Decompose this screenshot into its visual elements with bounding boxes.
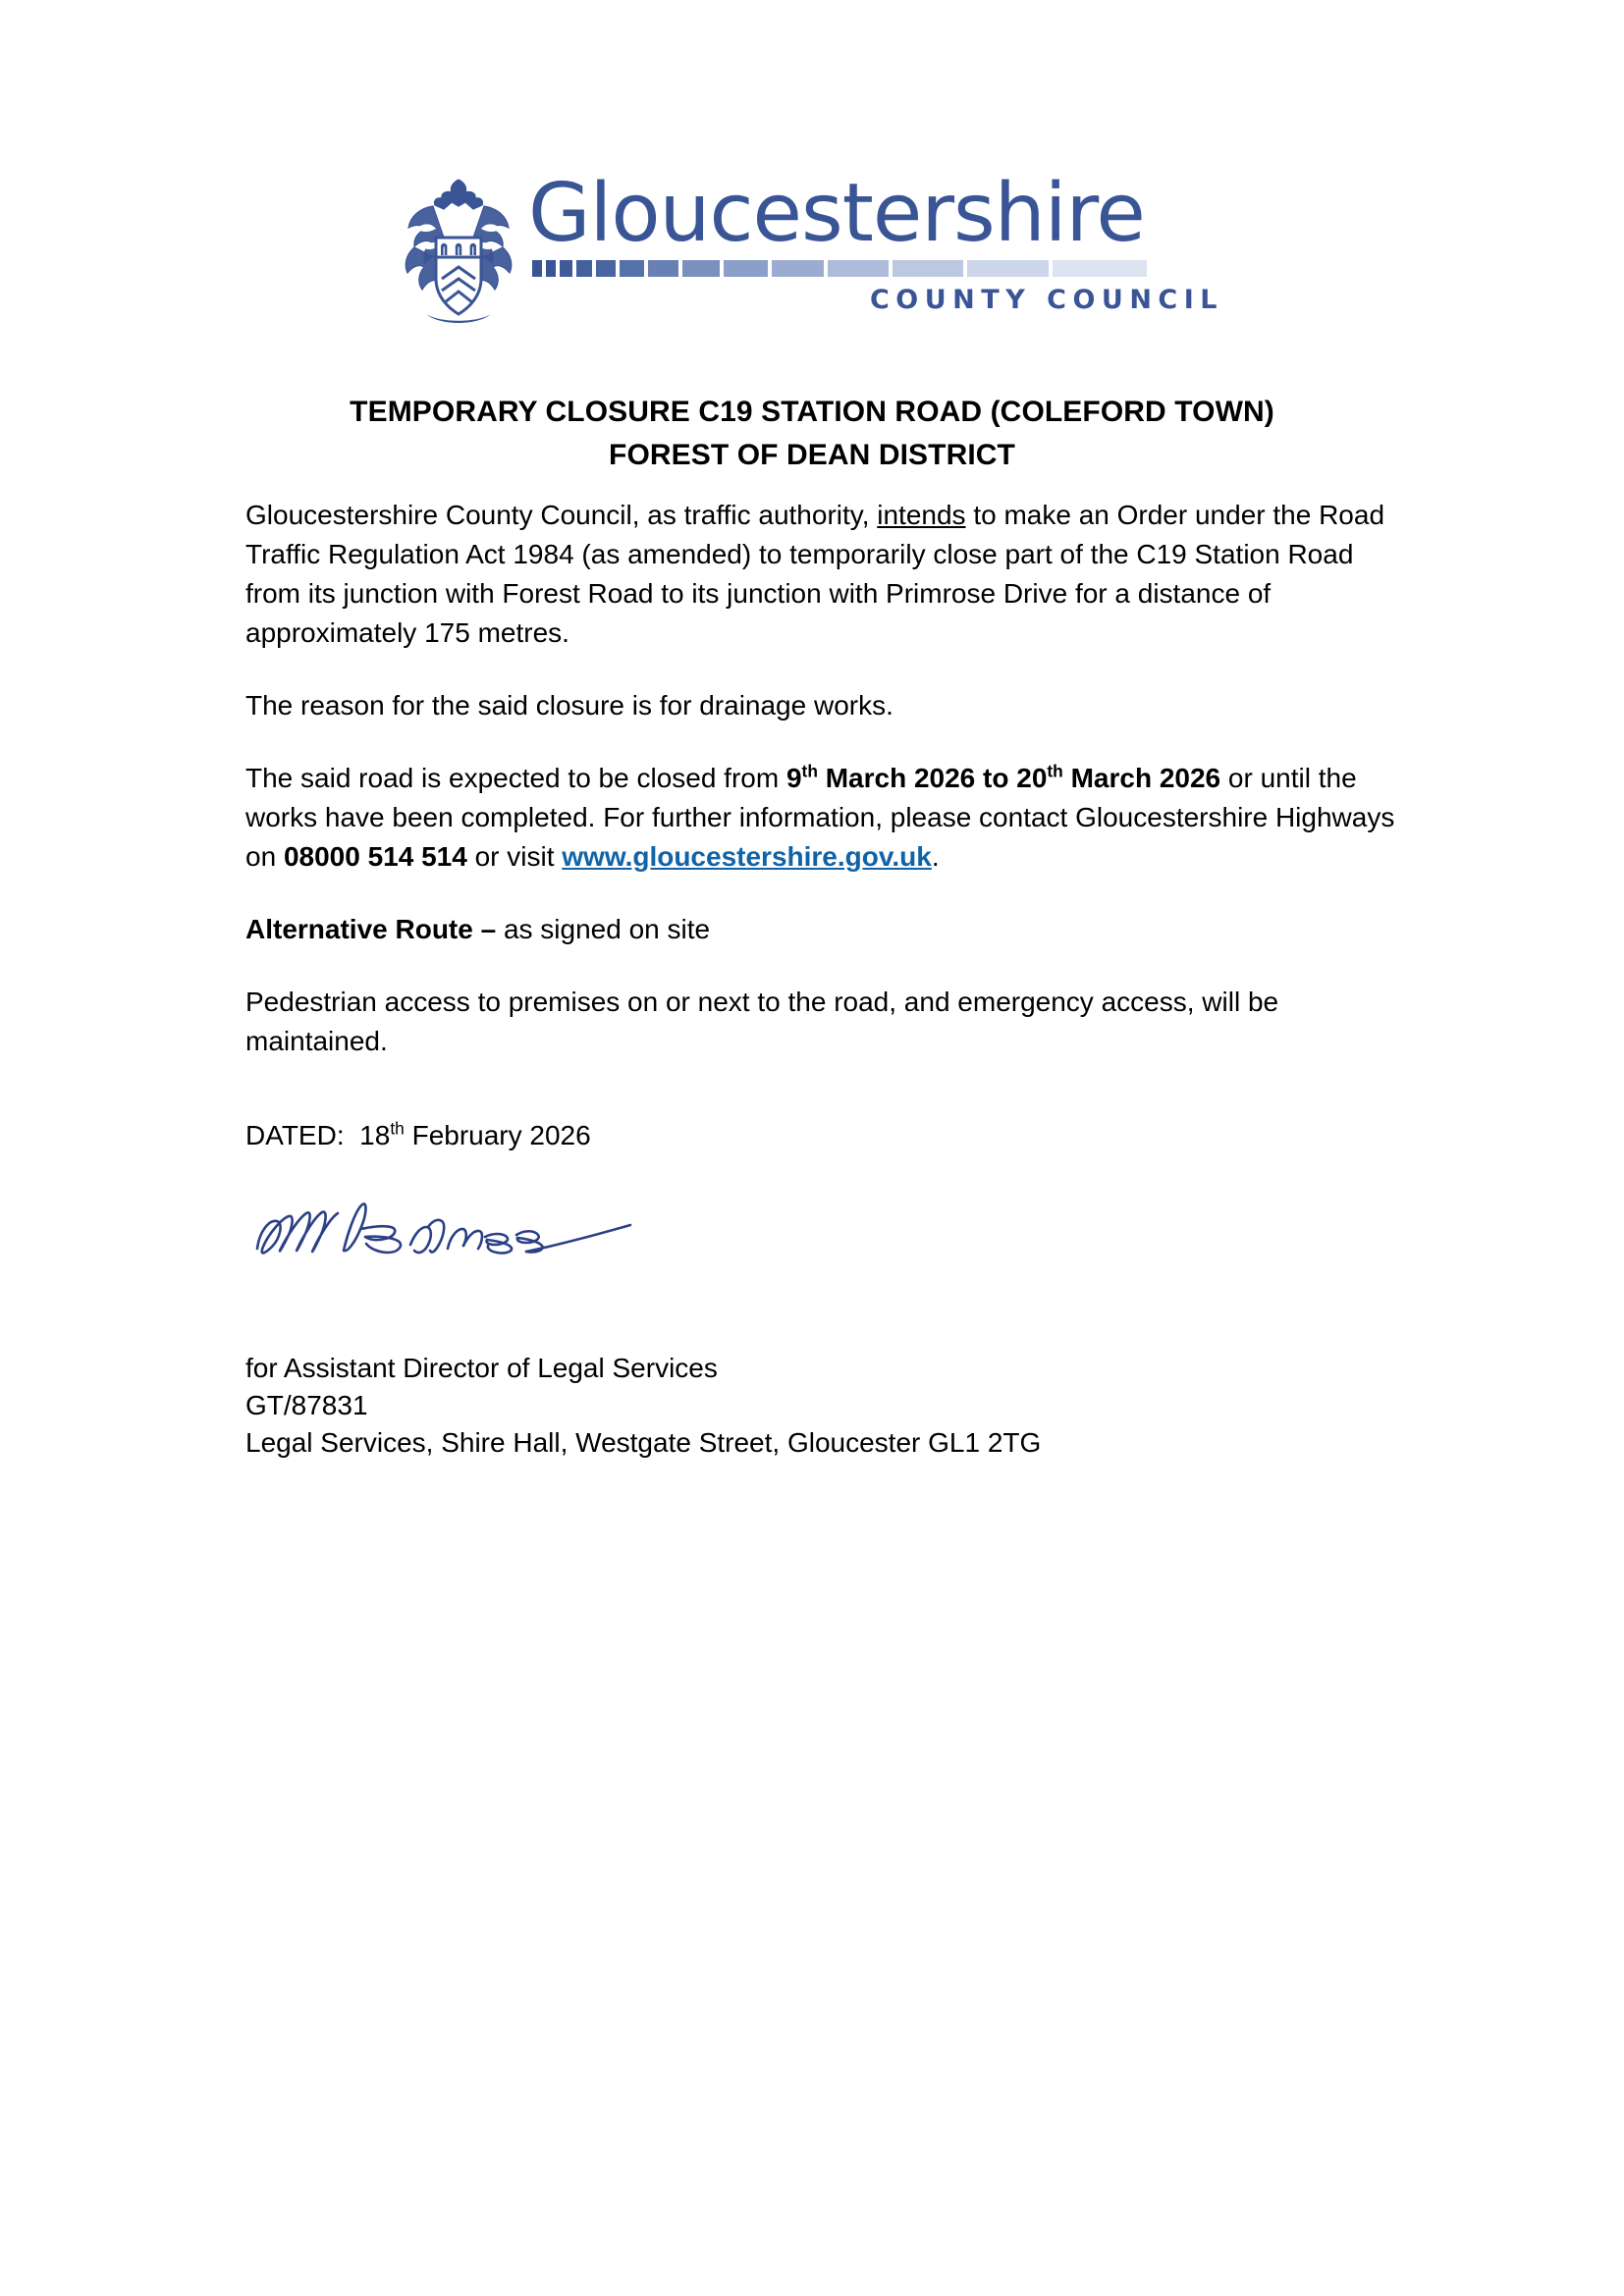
- date-to-day: 20: [1016, 763, 1048, 793]
- paragraph-pedestrian-access: Pedestrian access to premises on or next to the road, and emergency access, will be maintained.: [245, 987, 1279, 1056]
- page-title: [0, 391, 1624, 477]
- council-logo: [401, 167, 1225, 329]
- p3-trailing-period: .: [931, 841, 940, 872]
- paragraph-alternative-route: [245, 910, 1399, 949]
- dated-day-ordinal: th: [390, 1118, 405, 1139]
- p3-part-b: or until the works have been completed. For further information, please contact Gloucestershire Highways on: [245, 763, 1395, 872]
- logo-bar-segment: [682, 260, 720, 277]
- p3-part-c: or visit: [466, 841, 563, 872]
- logo-bar-segment: [546, 260, 556, 277]
- p1-part-b: to make an Order under the Road Traffic Regulation Act 1984 (as amended) to temporarily close part of the C19 Station Road from its junction with Forest Road to its junction with Primrose Drive for a distance of approximately 175 metres.: [245, 500, 1385, 648]
- alternative-route-label: Alternative Route –: [245, 914, 497, 944]
- reference-number: GT/87831: [245, 1390, 368, 1420]
- date-to-rest: March 2026: [1062, 763, 1221, 793]
- logo-wordmark-group: [528, 167, 1225, 315]
- paragraph-reason: The reason for the said closure is for drainage works.: [245, 690, 893, 721]
- logo-bar-segment: [967, 260, 1049, 277]
- logo-bar-segment: [828, 260, 889, 277]
- paragraph-dates-contact: [245, 759, 1399, 877]
- logo-bar-segment: [893, 260, 963, 277]
- logo-bar-segment: [1053, 260, 1147, 277]
- logo-bar-segment: [772, 260, 824, 277]
- alternative-route-value: as signed on site: [496, 914, 711, 944]
- logo-bar-segment: [576, 260, 592, 277]
- p1-intends-underlined: intends: [877, 500, 966, 530]
- council-website-link[interactable]: www.gloucestershire.gov.uk: [562, 841, 932, 872]
- contact-phone-number: 08000 514 514: [283, 841, 467, 872]
- title-line-2: FOREST OF DEAN DISTRICT: [609, 439, 1015, 472]
- logo-bar-segment: [648, 260, 678, 277]
- logo-bar-segment: [560, 260, 572, 277]
- logo-council-line: COUNTY COUNCIL: [869, 285, 1223, 315]
- coat-of-arms-icon: [401, 177, 516, 326]
- date-from-ordinal: th: [801, 761, 818, 781]
- document-body: [245, 496, 1399, 1155]
- logo-bar-segment: [596, 260, 616, 277]
- title-line-1: TEMPORARY CLOSURE C19 STATION ROAD (COLEFORD TOWN): [350, 396, 1274, 429]
- paragraph-order-intent: [245, 496, 1399, 653]
- signature-image: [245, 1186, 658, 1276]
- logo-bar-segment: [724, 260, 768, 277]
- dated-month-year: February 2026: [404, 1120, 591, 1150]
- date-to-ordinal: th: [1047, 761, 1063, 781]
- logo-gradient-bar: [532, 260, 1225, 277]
- dated-day: 18: [359, 1120, 391, 1150]
- p1-part-a: Gloucestershire County Council, as traffic authority,: [245, 500, 878, 530]
- logo-bar-segment: [532, 260, 542, 277]
- dated-label: DATED:: [245, 1120, 345, 1150]
- legal-services-address: Legal Services, Shire Hall, Westgate Street, Gloucester GL1 2TG: [245, 1427, 1042, 1458]
- date-from-day: 9: [785, 763, 802, 793]
- closure-date-range: [786, 763, 1220, 793]
- signatory-footer: [245, 1350, 1399, 1462]
- signatory-role: for Assistant Director of Legal Services: [245, 1353, 718, 1383]
- logo-wordmark: Gloucestershire: [528, 167, 1145, 260]
- dated-line: [245, 1095, 1399, 1155]
- p3-part-a: The said road is expected to be closed from: [245, 763, 786, 793]
- date-mid-text: March 2026 to: [817, 763, 1017, 793]
- logo-bar-segment: [620, 260, 644, 277]
